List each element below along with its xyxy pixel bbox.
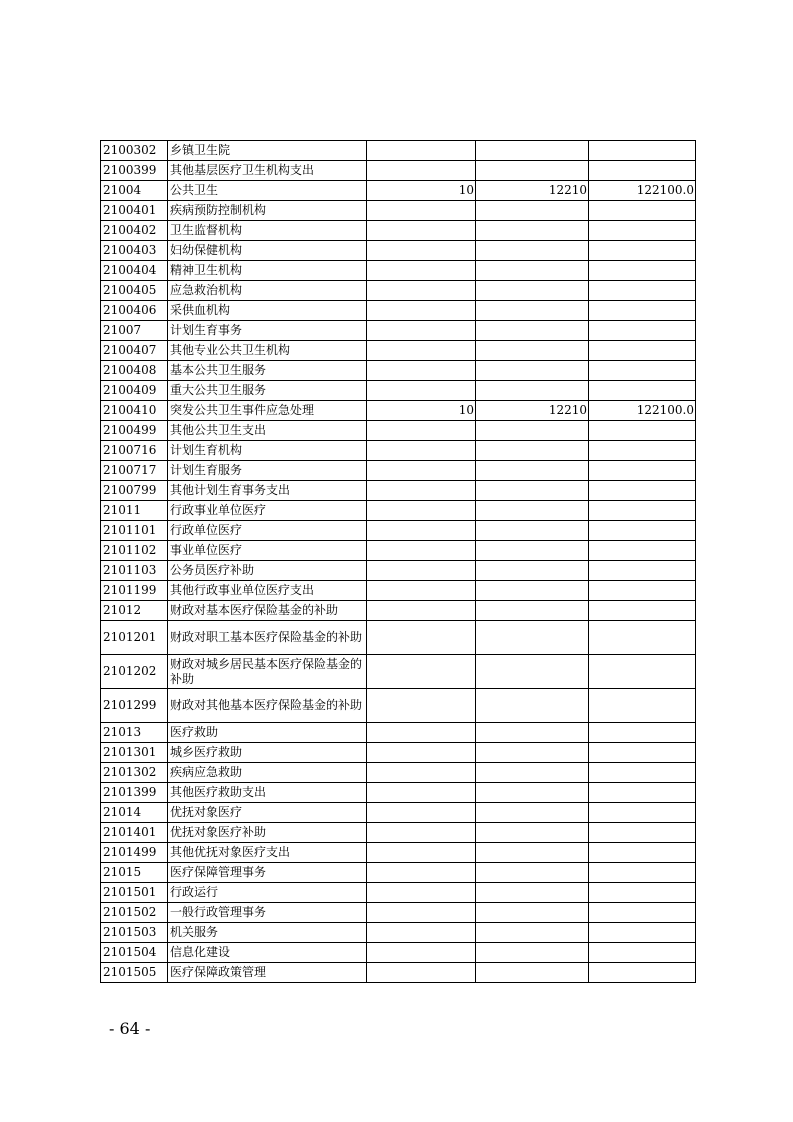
name-cell: 其他基层医疗卫生机构支出	[168, 161, 367, 181]
code-cell: 2100716	[101, 441, 168, 461]
name-cell: 其他计划生育事务支出	[168, 481, 367, 501]
code-cell: 2100408	[101, 361, 168, 381]
value-cell-3	[589, 161, 696, 181]
value-cell-2	[476, 521, 589, 541]
name-cell: 疾病应急救助	[168, 763, 367, 783]
value-cell-3	[589, 221, 696, 241]
value-cell-3	[589, 521, 696, 541]
value-cell-2	[476, 361, 589, 381]
value-cell-2	[476, 261, 589, 281]
value-cell-3	[589, 461, 696, 481]
name-cell: 计划生育服务	[168, 461, 367, 481]
value-cell-2	[476, 823, 589, 843]
value-cell-2	[476, 561, 589, 581]
code-cell: 2100799	[101, 481, 168, 501]
value-cell-3	[589, 241, 696, 261]
table-row	[101, 723, 696, 743]
table-row	[101, 341, 696, 361]
name-cell: 事业单位医疗	[168, 541, 367, 561]
code-cell: 2101202	[101, 655, 168, 689]
table-row	[101, 361, 696, 381]
value-cell-1	[367, 923, 476, 943]
code-cell: 2100409	[101, 381, 168, 401]
value-cell-1	[367, 689, 476, 723]
code-cell: 2101399	[101, 783, 168, 803]
value-cell-1	[367, 421, 476, 441]
name-cell: 一般行政管理事务	[168, 903, 367, 923]
value-cell-3	[589, 823, 696, 843]
value-cell-1	[367, 261, 476, 281]
code-cell: 2101301	[101, 743, 168, 763]
code-cell: 2101201	[101, 621, 168, 655]
value-cell-1	[367, 241, 476, 261]
value-cell-2	[476, 621, 589, 655]
table-row	[101, 161, 696, 181]
table-row	[101, 521, 696, 541]
value-cell-3	[589, 621, 696, 655]
value-cell-3	[589, 803, 696, 823]
value-cell-1	[367, 581, 476, 601]
value-cell-3	[589, 763, 696, 783]
code-cell: 2101302	[101, 763, 168, 783]
value-cell-2	[476, 301, 589, 321]
value-cell-1	[367, 301, 476, 321]
value-cell-2	[476, 221, 589, 241]
value-cell-1	[367, 601, 476, 621]
code-cell: 2101102	[101, 541, 168, 561]
name-cell: 机关服务	[168, 923, 367, 943]
value-cell-3	[589, 541, 696, 561]
code-cell: 2101499	[101, 843, 168, 863]
table-row	[101, 943, 696, 963]
name-cell: 其他公共卫生支出	[168, 421, 367, 441]
value-cell-1	[367, 763, 476, 783]
code-cell: 2100410	[101, 401, 168, 421]
code-cell: 2101503	[101, 923, 168, 943]
value-cell-2	[476, 281, 589, 301]
code-cell: 2100405	[101, 281, 168, 301]
table-row	[101, 481, 696, 501]
value-cell-3	[589, 943, 696, 963]
value-cell-3	[589, 601, 696, 621]
value-cell-3	[589, 963, 696, 983]
code-cell: 21012	[101, 601, 168, 621]
value-cell-2	[476, 963, 589, 983]
code-cell: 2100499	[101, 421, 168, 441]
table-row	[101, 261, 696, 281]
code-cell: 2101401	[101, 823, 168, 843]
code-cell: 2101502	[101, 903, 168, 923]
value-cell-1	[367, 823, 476, 843]
value-cell-2	[476, 743, 589, 763]
table-row	[101, 221, 696, 241]
value-cell-3	[589, 883, 696, 903]
table-row	[101, 863, 696, 883]
value-cell-2	[476, 601, 589, 621]
value-cell-2	[476, 655, 589, 689]
table-row	[101, 181, 696, 201]
value-cell-1	[367, 863, 476, 883]
name-cell: 卫生监督机构	[168, 221, 367, 241]
budget-table	[100, 140, 696, 983]
name-cell: 其他行政事业单位医疗支出	[168, 581, 367, 601]
table-row	[101, 883, 696, 903]
value-cell-1	[367, 161, 476, 181]
value-cell-1	[367, 361, 476, 381]
value-cell-3	[589, 481, 696, 501]
value-cell-1	[367, 201, 476, 221]
value-cell-2	[476, 141, 589, 161]
value-cell-2	[476, 241, 589, 261]
value-cell-1	[367, 843, 476, 863]
value-cell-3	[589, 581, 696, 601]
table-row	[101, 763, 696, 783]
name-cell: 医疗救助	[168, 723, 367, 743]
table-row	[101, 201, 696, 221]
table-row	[101, 401, 696, 421]
name-cell: 基本公共卫生服务	[168, 361, 367, 381]
value-cell-1	[367, 943, 476, 963]
table-row	[101, 141, 696, 161]
code-cell: 2101501	[101, 883, 168, 903]
code-cell: 2100401	[101, 201, 168, 221]
value-cell-3	[589, 689, 696, 723]
value-cell-3	[589, 743, 696, 763]
value-cell-2	[476, 783, 589, 803]
code-cell: 2100407	[101, 341, 168, 361]
value-cell-2	[476, 883, 589, 903]
value-cell-2	[476, 903, 589, 923]
value-cell-2	[476, 943, 589, 963]
value-cell-1	[367, 963, 476, 983]
value-cell-3	[589, 723, 696, 743]
value-cell-3	[589, 381, 696, 401]
value-cell-2	[476, 863, 589, 883]
value-cell-3	[589, 301, 696, 321]
value-cell-1	[367, 723, 476, 743]
value-cell-2	[476, 481, 589, 501]
code-cell: 2101504	[101, 943, 168, 963]
value-cell-1	[367, 141, 476, 161]
code-cell: 21007	[101, 321, 168, 341]
value-cell-1	[367, 783, 476, 803]
code-cell: 2100403	[101, 241, 168, 261]
table-row	[101, 923, 696, 943]
code-cell: 2100717	[101, 461, 168, 481]
name-cell: 行政运行	[168, 883, 367, 903]
name-cell: 公共卫生	[168, 181, 367, 201]
table-row	[101, 281, 696, 301]
code-cell: 2100402	[101, 221, 168, 241]
code-cell: 2100302	[101, 141, 168, 161]
name-cell: 财政对城乡居民基本医疗保险基金的补助	[168, 655, 367, 689]
value-cell-3	[589, 655, 696, 689]
value-cell-2	[476, 381, 589, 401]
table-row	[101, 381, 696, 401]
table-row	[101, 843, 696, 863]
value-cell-2	[476, 803, 589, 823]
value-cell-2	[476, 581, 589, 601]
code-cell: 21004	[101, 181, 168, 201]
name-cell: 疾病预防控制机构	[168, 201, 367, 221]
name-cell: 信息化建设	[168, 943, 367, 963]
value-cell-3	[589, 141, 696, 161]
code-cell: 2101103	[101, 561, 168, 581]
value-cell-2	[476, 161, 589, 181]
value-cell-3: 122100.0	[589, 181, 696, 201]
value-cell-3	[589, 501, 696, 521]
name-cell: 优抚对象医疗	[168, 803, 367, 823]
value-cell-1	[367, 341, 476, 361]
name-cell: 采供血机构	[168, 301, 367, 321]
table-row	[101, 441, 696, 461]
value-cell-2	[476, 723, 589, 743]
code-cell: 2100406	[101, 301, 168, 321]
code-cell: 21014	[101, 803, 168, 823]
value-cell-3	[589, 923, 696, 943]
value-cell-2	[476, 421, 589, 441]
name-cell: 公务员医疗补助	[168, 561, 367, 581]
table-row	[101, 783, 696, 803]
value-cell-2	[476, 541, 589, 561]
value-cell-1: 10	[367, 181, 476, 201]
name-cell: 计划生育机构	[168, 441, 367, 461]
value-cell-1	[367, 541, 476, 561]
code-cell: 2100404	[101, 261, 168, 281]
code-cell: 2101199	[101, 581, 168, 601]
table-row	[101, 301, 696, 321]
table-row	[101, 421, 696, 441]
page-number: - 64 -	[109, 1019, 151, 1038]
name-cell: 其他优抚对象医疗支出	[168, 843, 367, 863]
value-cell-1	[367, 381, 476, 401]
value-cell-1	[367, 481, 476, 501]
value-cell-1	[367, 883, 476, 903]
name-cell: 行政单位医疗	[168, 521, 367, 541]
table-row	[101, 241, 696, 261]
name-cell: 城乡医疗救助	[168, 743, 367, 763]
value-cell-1	[367, 461, 476, 481]
table-row	[101, 501, 696, 521]
value-cell-1	[367, 561, 476, 581]
value-cell-2	[476, 763, 589, 783]
name-cell: 妇幼保健机构	[168, 241, 367, 261]
value-cell-2	[476, 843, 589, 863]
table-row	[101, 803, 696, 823]
table-row	[101, 461, 696, 481]
value-cell-2	[476, 923, 589, 943]
code-cell: 2101299	[101, 689, 168, 723]
value-cell-1	[367, 281, 476, 301]
code-cell: 21015	[101, 863, 168, 883]
value-cell-1	[367, 501, 476, 521]
value-cell-3	[589, 561, 696, 581]
table-row	[101, 689, 696, 723]
value-cell-2: 12210	[476, 181, 589, 201]
table-row	[101, 743, 696, 763]
value-cell-3	[589, 843, 696, 863]
value-cell-3	[589, 341, 696, 361]
code-cell: 2101101	[101, 521, 168, 541]
value-cell-3	[589, 361, 696, 381]
name-cell: 财政对其他基本医疗保险基金的补助	[168, 689, 367, 723]
value-cell-3: 122100.0	[589, 401, 696, 421]
name-cell: 财政对职工基本医疗保险基金的补助	[168, 621, 367, 655]
name-cell: 其他专业公共卫生机构	[168, 341, 367, 361]
table-row	[101, 561, 696, 581]
code-cell: 2100399	[101, 161, 168, 181]
table-row	[101, 655, 696, 689]
name-cell: 财政对基本医疗保险基金的补助	[168, 601, 367, 621]
value-cell-2	[476, 201, 589, 221]
name-cell: 医疗保障政策管理	[168, 963, 367, 983]
value-cell-1	[367, 521, 476, 541]
value-cell-2	[476, 501, 589, 521]
code-cell: 21011	[101, 501, 168, 521]
table-row	[101, 541, 696, 561]
name-cell: 行政事业单位医疗	[168, 501, 367, 521]
value-cell-2	[476, 441, 589, 461]
value-cell-3	[589, 783, 696, 803]
value-cell-3	[589, 261, 696, 281]
code-cell: 2101505	[101, 963, 168, 983]
value-cell-2	[476, 461, 589, 481]
value-cell-2: 12210	[476, 401, 589, 421]
name-cell: 精神卫生机构	[168, 261, 367, 281]
name-cell: 优抚对象医疗补助	[168, 823, 367, 843]
table-row	[101, 903, 696, 923]
value-cell-3	[589, 441, 696, 461]
table-row	[101, 621, 696, 655]
value-cell-3	[589, 903, 696, 923]
name-cell: 其他医疗救助支出	[168, 783, 367, 803]
name-cell: 乡镇卫生院	[168, 141, 367, 161]
table-row	[101, 581, 696, 601]
value-cell-1	[367, 321, 476, 341]
value-cell-1	[367, 441, 476, 461]
value-cell-1	[367, 221, 476, 241]
value-cell-3	[589, 281, 696, 301]
value-cell-2	[476, 321, 589, 341]
value-cell-1	[367, 655, 476, 689]
name-cell: 重大公共卫生服务	[168, 381, 367, 401]
name-cell: 突发公共卫生事件应急处理	[168, 401, 367, 421]
code-cell: 21013	[101, 723, 168, 743]
table-row	[101, 963, 696, 983]
table-row	[101, 321, 696, 341]
name-cell: 应急救治机构	[168, 281, 367, 301]
value-cell-3	[589, 421, 696, 441]
value-cell-1	[367, 803, 476, 823]
table-row	[101, 823, 696, 843]
table-body	[101, 141, 696, 983]
value-cell-2	[476, 689, 589, 723]
name-cell: 医疗保障管理事务	[168, 863, 367, 883]
value-cell-1	[367, 743, 476, 763]
value-cell-1	[367, 903, 476, 923]
value-cell-2	[476, 341, 589, 361]
name-cell: 计划生育事务	[168, 321, 367, 341]
value-cell-3	[589, 321, 696, 341]
value-cell-3	[589, 201, 696, 221]
value-cell-3	[589, 863, 696, 883]
table-row	[101, 601, 696, 621]
value-cell-1: 10	[367, 401, 476, 421]
value-cell-1	[367, 621, 476, 655]
